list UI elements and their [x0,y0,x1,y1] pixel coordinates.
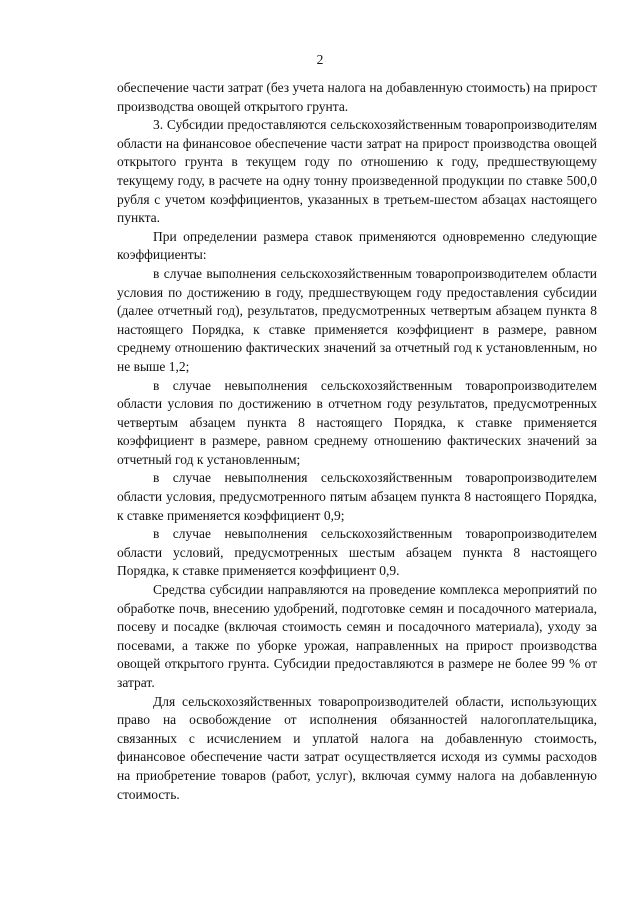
paragraph-6: в случае невыполнения сельскохозяйственным товаропроизводителем области условия, предусмотренного пятым абзацем пункта 8 настоящего Порядка, к ставке применяется коэффициент 0,9; [117,470,597,523]
document-body [117,79,597,804]
paragraph-7: в случае невыполнения сельскохозяйственным товаропроизводителем области условий, предусмотренных шестым абзацем пункта 8 настоящего Порядка, к ставке применяется коэффициент 0,9. [117,526,597,579]
paragraph-9: Для сельскохозяйственных товаропроизводителей области, использующих право на освобождение от исполнения обязанностей налогоплательщика, связанных с исчислением и уплатой налога на добавленную стоимость, финансовое обеспечение части затрат осуществляется исходя из суммы расходов на приобретение товаров (работ, услуг), включая сумму налога на добавленную стоимость. [117,693,597,802]
paragraph-8: Средства субсидии направляются на проведение комплекса мероприятий по обработке почв, внесению удобрений, подготовке семян и посадочного материала, посеву и посадке (включая стоимость семян и посадочного материала), уходу за посевами, а также по уборке урожая, направленных на прирост производства овощей открытого грунта. Субсидии предоставляются в размере не более 99 % от затрат. [117,582,597,690]
paragraph-4: в случае выполнения сельскохозяйственным товаропроизводителем области условия по достижению в году, предшествующем году предоставления субсидии (далее отчетный год), результатов, предусмотренных четвертым абзацем пункта 8 настоящего Порядка, к ставке применяется коэффициент в размере, равном среднему отношению фактических значений за отчетный год к установленным, но не выше 1,2; [117,265,597,374]
paragraph-5: в случае невыполнения сельскохозяйственным товаропроизводителем области условия по достижению в отчетном году результатов, предусмотренных четвертым абзацем пункта 8 настоящего Порядка, к ставке применяется коэффициент в размере, равном среднему отношению фактических значений за отчетный год к установленным; [117,377,597,467]
paragraph-1: обеспечение части затрат (без учета налога на добавленную стоимость) на прирост производства овощей открытого грунта. [117,80,597,114]
page-number: 2 [316,52,324,67]
paragraph-3: При определении размера ставок применяются одновременно следующие коэффициенты: [117,228,597,263]
paragraph-2: 3. Субсидии предоставляются сельскохозяйственным товаропроизводителям области на финансовое обеспечение части затрат на прирост производства овощей открытого грунта в текущем году по отношению к году, предшествующему текущему году, в расчете на одну тонну произведенной продукции по ставке 500,0 рубля с учетом коэффициентов, указанных в третьем-шестом абзацах настоящего пункта. [117,117,597,226]
